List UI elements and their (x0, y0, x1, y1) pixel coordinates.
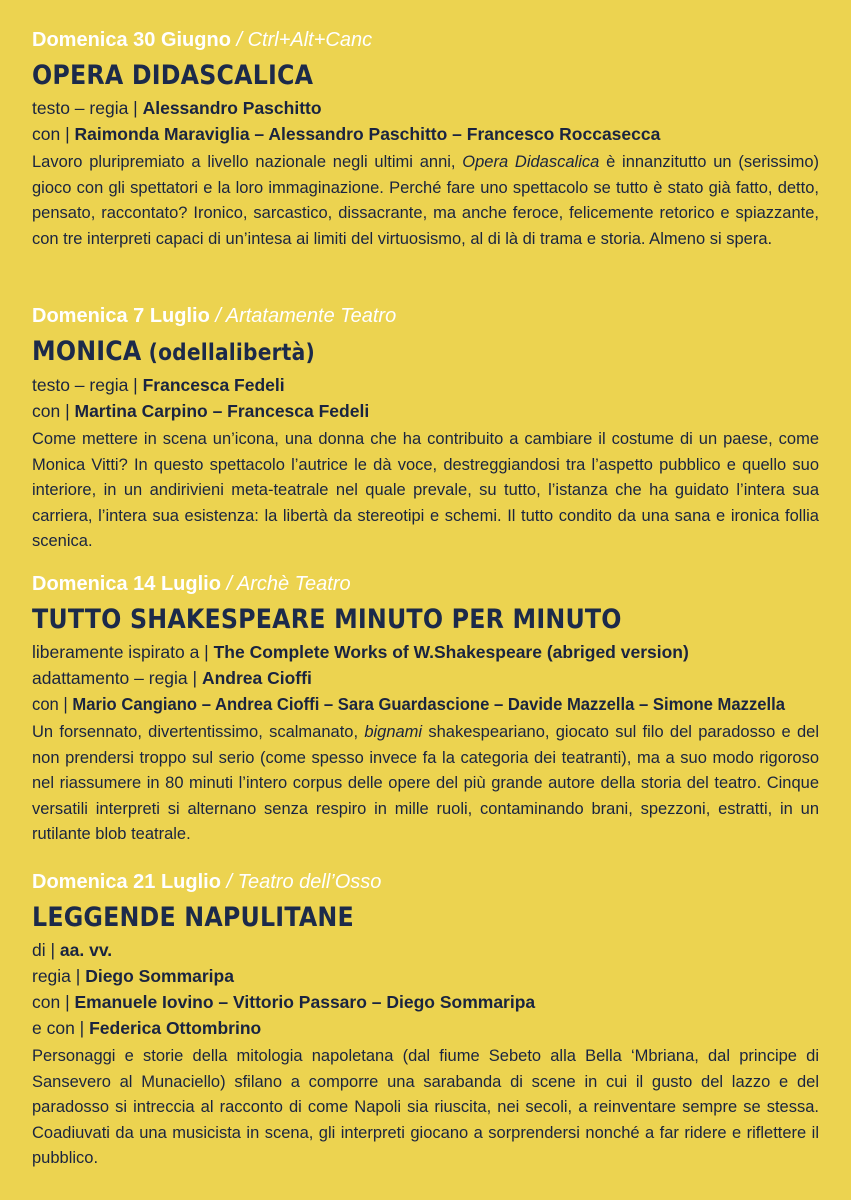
credit-value: Raimonda Maraviglia – Alessandro Paschitto – Francesco Roccasecca (74, 124, 661, 144)
credit-label: testo – regia | (32, 375, 143, 395)
credit-line (32, 372, 819, 398)
event-monica (32, 304, 819, 572)
credit-label: con | (32, 124, 75, 144)
credit-label: e con | (32, 1018, 90, 1038)
credit-label: liberamente ispirato a | (32, 642, 214, 662)
description-italic: Opera Didascalica (462, 153, 600, 171)
credit-value: Martina Carpino – Francesca Fedeli (74, 401, 370, 421)
event-description (32, 150, 819, 252)
credit-line (32, 398, 819, 424)
event-date: Domenica 14 Luglio (32, 573, 221, 595)
event-company: / Ctrl+Alt+Canc (230, 29, 373, 51)
event-date-line (32, 28, 819, 52)
event-title: OPERA DIDASCALICA (32, 60, 314, 91)
credit-label: con | (32, 992, 75, 1012)
event-company: / Artatamente Teatro (209, 305, 397, 327)
event-date: Domenica 30 Giugno (32, 29, 231, 51)
credit-value: Francesca Fedeli (142, 375, 285, 395)
event-tutto-shakespeare (32, 572, 819, 870)
credit-line (32, 963, 819, 989)
event-company: / Teatro dell’Osso (220, 871, 382, 893)
event-date-line (32, 870, 819, 894)
event-date-line (32, 572, 819, 596)
event-title-subtitle: (odellalibertà) (141, 340, 315, 366)
credit-value: Alessandro Paschitto (142, 98, 322, 118)
credit-value: Mario Cangiano – Andrea Cioffi – Sara Guardascione – Davide Mazzella – Simone Mazzella (72, 694, 786, 714)
credit-line (32, 691, 786, 717)
credit-value: Emanuele Iovino – Vittorio Passaro – Diego Sommaripa (74, 992, 536, 1012)
credit-label: testo – regia | (32, 98, 143, 118)
credit-label: con | (32, 401, 75, 421)
credit-label: di | (32, 940, 60, 960)
event-title: LEGGENDE NAPULITANE (32, 902, 354, 933)
event-description (32, 720, 819, 848)
description-text: shakespeariano, giocato sul filo del paradosso e del non prendersi troppo sul serio (come spesso invece fa la categoria dei teatranti), ma a suo modo rigoroso nel riassumere in 80 minuti l’intero corpus delle opere del più grande autore della storia del teatro. Cinque versatili interpreti si alternano senza respiro in mille ruoli, contaminando brani, spezzoni, estratti, in un rutilante blob teatrale. (32, 723, 819, 843)
event-date: Domenica 21 Luglio (32, 871, 221, 893)
credit-value: Andrea Cioffi (201, 668, 312, 688)
credit-line (32, 937, 819, 963)
description-text: Un forsennato, divertentissimo, scalmanato, (32, 723, 365, 741)
description-text: Lavoro pluripremiato a livello nazionale negli ultimi anni, (32, 153, 463, 171)
credit-label: regia | (32, 966, 86, 986)
event-title: TUTTO SHAKESPEARE MINUTO PER MINUTO (32, 604, 622, 635)
event-leggende-napulitane (32, 870, 819, 1172)
event-description: Come mettere in scena un’icona, una donna che ha contribuito a cambiare il costume di un paese, come Monica Vitti? In questo spettacolo l’autrice le dà voce, destreggiandosi tra l’aspetto pubblico e quello suo interiore, in un andirivieni meta-teatrale nel quale prevale, su tutto, l’istanza che ha guidato l’intera sua carriera, l’intera sua esistenza: la libertà da stereotipi e schemi. Il tutto condito da una sana e ironica follia scenica. (32, 430, 819, 550)
credit-value: aa. vv. (59, 940, 113, 960)
event-date-line (32, 304, 819, 328)
event-title (32, 336, 725, 369)
credit-value: Federica Ottombrino (89, 1018, 262, 1038)
credit-line (32, 665, 819, 691)
event-description: Personaggi e storie della mitologia napoletana (dal fiume Sebeto alla Bella ‘Mbriana, dal principe di Sansevero al Munaciello) sfilano a comporre una sarabanda di scene in cui il gusto del lazzo e del paradosso si intreccia al racconto di come Napoli sia riuscita, nei secoli, a reinventare sempre se stessa. Coadiuvati da una musicista in scena, gli interpreti giocano a sorprendersi nonché a far ridere e riflettere il pubblico. (32, 1047, 819, 1167)
credit-label: adattamento – regia | (32, 668, 202, 688)
description-text: è innanzitutto un (serissimo) gioco con gli spettatori e la loro immaginazione. Perché fare uno spettacolo se tutto è stato già fatto, detto, pensato, raccontato? Ironico, sarcastico, dissacrante, ma anche feroce, felicemente retorico e spiazzante, con tre interpreti capaci di un’intesa ai limiti del virtuosismo, al di là di trama e storia. Almeno si spera. (32, 153, 819, 248)
event-title-main: MONICA (32, 336, 142, 367)
credit-line (32, 121, 819, 147)
credit-line (32, 95, 819, 121)
credit-value: Diego Sommaripa (85, 966, 234, 986)
credit-line (32, 639, 819, 665)
credit-line (32, 989, 819, 1015)
credit-label: con | (32, 694, 73, 714)
event-date: Domenica 7 Luglio (32, 305, 210, 327)
credit-value: The Complete Works of W.Shakespeare (abriged version) (213, 642, 689, 662)
description-italic: bignami (364, 723, 423, 741)
event-opera-didascalica (32, 28, 819, 304)
credit-line (32, 1015, 819, 1041)
event-company: / Archè Teatro (220, 573, 351, 595)
